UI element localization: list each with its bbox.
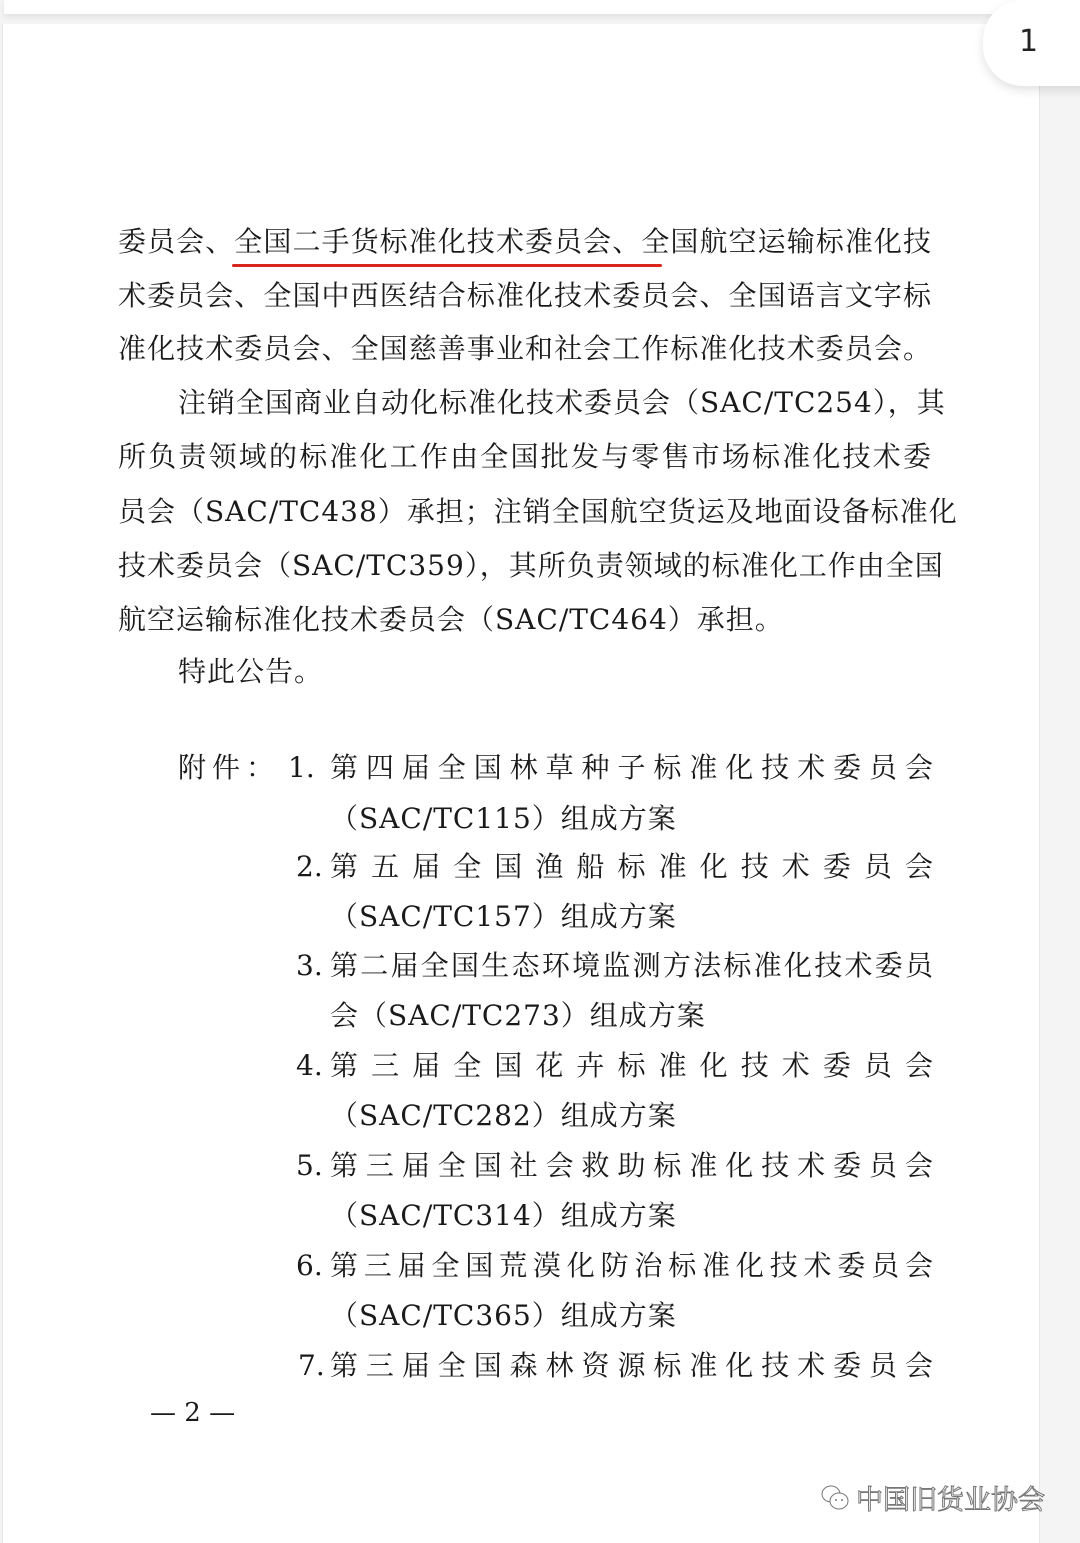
- body-line: 术委员会、全国中西医结合标准化技术委员会、全国语言文字标: [118, 279, 932, 312]
- attachment-title: 第五届全国渔船标准化技术委员会: [330, 850, 934, 883]
- wechat-icon: [820, 1483, 850, 1513]
- watermark-text: 中国旧货业协会: [856, 1485, 1045, 1516]
- attachment-number: 1.: [288, 751, 315, 784]
- page-indicator-badge[interactable]: [983, 0, 1080, 86]
- attachment-number: 4.: [296, 1049, 323, 1082]
- body-line: 航空运输标准化技术委员会（SAC/TC464）承担。: [118, 603, 784, 636]
- attachment-title: 第三届全国荒漠化防治标准化技术委员会: [330, 1249, 934, 1282]
- top-bar: [4, 0, 1080, 14]
- attachment-title-cont: （SAC/TC365）组成方案: [330, 1299, 677, 1332]
- attachment-title-cont: （SAC/TC314）组成方案: [330, 1199, 677, 1232]
- attachment-title-cont: （SAC/TC282）组成方案: [330, 1099, 677, 1132]
- body-line: 所负责领域的标准化工作由全国批发与零售市场标准化技术委: [118, 440, 932, 473]
- page-number: — 2 —: [150, 1398, 236, 1428]
- closing-line: 特此公告。: [178, 655, 324, 688]
- body-line: 注销全国商业自动化标准化技术委员会（SAC/TC254），其: [178, 386, 946, 419]
- attachments-label: 附件：: [178, 751, 281, 784]
- attachment-number: 5.: [296, 1149, 323, 1182]
- body-line: 员会（SAC/TC438）承担；注销全国航空货运及地面设备标准化: [118, 495, 958, 528]
- attachment-number: 7.: [298, 1349, 325, 1382]
- body-line: 技术委员会（SAC/TC359），其所负责领域的标准化工作由全国: [118, 549, 944, 582]
- attachment-number: 6.: [296, 1249, 323, 1282]
- attachment-title: 第三届全国社会救助标准化技术委员会: [330, 1149, 934, 1182]
- page-indicator: 1: [1019, 24, 1039, 59]
- attachment-number: 3.: [296, 949, 323, 982]
- attachment-title-cont: （SAC/TC157）组成方案: [330, 900, 677, 933]
- attachment-title: 第二届全国生态环境监测方法标准化技术委员: [330, 949, 934, 982]
- watermark: [820, 1478, 1045, 1517]
- red-underline: [232, 264, 662, 267]
- attachment-title: 第三届全国花卉标准化技术委员会: [330, 1049, 934, 1082]
- attachment-title: 第四届全国林草种子标准化技术委员会: [330, 751, 934, 784]
- attachment-title-cont: 会（SAC/TC273）组成方案: [330, 999, 706, 1032]
- body-line: 委员会、全国二手货标准化技术委员会、全国航空运输标准化技: [118, 225, 932, 258]
- body-line: 准化技术委员会、全国慈善事业和社会工作标准化技术委员会。: [118, 332, 932, 365]
- attachment-number: 2.: [296, 850, 323, 883]
- attachment-title: 第三届全国森林资源标准化技术委员会: [330, 1349, 934, 1382]
- attachment-title-cont: （SAC/TC115）组成方案: [330, 802, 677, 835]
